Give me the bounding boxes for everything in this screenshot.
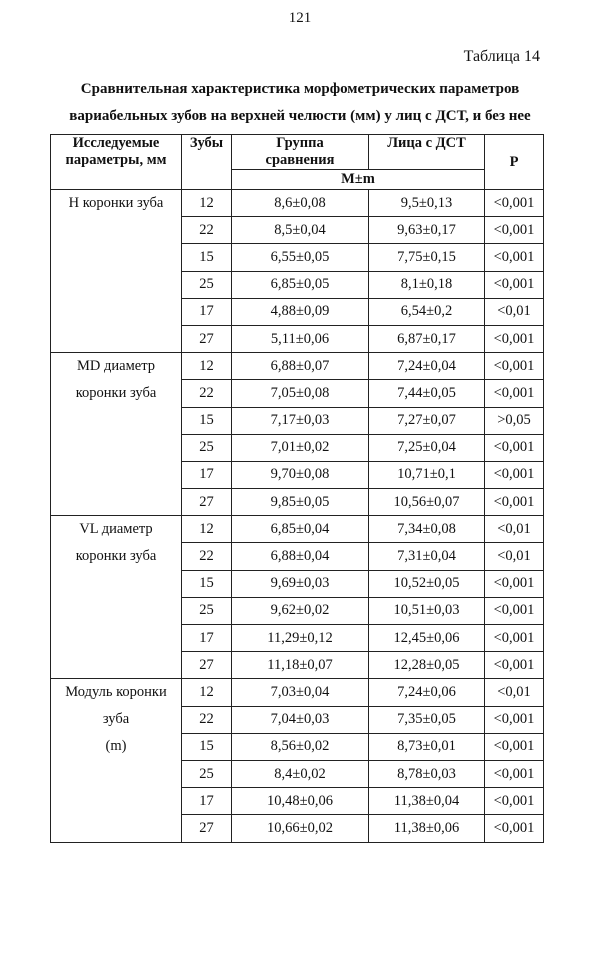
p-value-cell: <0,001 bbox=[485, 353, 544, 380]
comparison-cell: 7,05±0,08 bbox=[232, 380, 369, 407]
param-label-line: зуба bbox=[102, 711, 130, 728]
comparison-cell: 11,29±0,12 bbox=[232, 625, 369, 652]
param-cell bbox=[51, 190, 182, 353]
comparison-cell: 7,04±0,03 bbox=[232, 706, 369, 733]
comparison-cell: 9,70±0,08 bbox=[232, 461, 369, 488]
tooth-cell: 25 bbox=[182, 271, 232, 298]
dst-cell: 10,51±0,03 bbox=[369, 597, 485, 624]
comparison-cell: 5,11±0,06 bbox=[232, 325, 369, 352]
tooth-cell: 17 bbox=[182, 788, 232, 815]
p-value-cell: <0,001 bbox=[485, 489, 544, 516]
tooth-cell: 27 bbox=[182, 652, 232, 679]
comparison-cell: 7,01±0,02 bbox=[232, 434, 369, 461]
dst-cell: 10,71±0,1 bbox=[369, 461, 485, 488]
table-row bbox=[51, 516, 544, 543]
param-label-line: Н коронки зуба bbox=[68, 195, 164, 211]
p-value-cell: <0,001 bbox=[485, 788, 544, 815]
comparison-cell: 6,85±0,04 bbox=[232, 516, 369, 543]
caption-line: Сравнительная характеристика морфометрических параметров bbox=[80, 81, 520, 97]
header-p: Р bbox=[485, 135, 544, 190]
dst-cell: 7,24±0,06 bbox=[369, 679, 485, 706]
tooth-cell: 22 bbox=[182, 706, 232, 733]
p-value-cell: <0,01 bbox=[485, 543, 544, 570]
dst-cell: 8,78±0,03 bbox=[369, 760, 485, 787]
param-label-line: коронки зуба bbox=[75, 548, 157, 565]
tooth-cell: 17 bbox=[182, 625, 232, 652]
header-param bbox=[51, 135, 182, 190]
comparison-cell: 4,88±0,09 bbox=[232, 298, 369, 325]
p-value-cell: <0,001 bbox=[485, 570, 544, 597]
p-value-cell: <0,001 bbox=[485, 652, 544, 679]
p-value-cell: <0,001 bbox=[485, 244, 544, 271]
comparison-table bbox=[50, 134, 544, 843]
tooth-cell: 12 bbox=[182, 190, 232, 217]
comparison-cell: 6,88±0,07 bbox=[232, 353, 369, 380]
dst-cell: 7,25±0,04 bbox=[369, 434, 485, 461]
comparison-cell: 9,69±0,03 bbox=[232, 570, 369, 597]
p-value-cell: <0,001 bbox=[485, 760, 544, 787]
p-value-cell: <0,001 bbox=[485, 325, 544, 352]
dst-cell: 9,63±0,17 bbox=[369, 217, 485, 244]
dst-cell: 11,38±0,04 bbox=[369, 788, 485, 815]
header-param-line: параметры, мм bbox=[65, 152, 167, 168]
comparison-cell: 8,56±0,02 bbox=[232, 733, 369, 760]
page-number: 121 bbox=[288, 10, 312, 26]
dst-cell: 7,44±0,05 bbox=[369, 380, 485, 407]
tooth-cell: 27 bbox=[182, 325, 232, 352]
tooth-cell: 22 bbox=[182, 380, 232, 407]
dst-cell: 7,27±0,07 bbox=[369, 407, 485, 434]
p-value-cell: <0,001 bbox=[485, 625, 544, 652]
comparison-cell: 8,5±0,04 bbox=[232, 217, 369, 244]
tooth-cell: 25 bbox=[182, 760, 232, 787]
tooth-cell: 15 bbox=[182, 570, 232, 597]
header-group-line: Группа bbox=[276, 135, 324, 151]
p-value-cell: <0,001 bbox=[485, 706, 544, 733]
dst-cell: 10,52±0,05 bbox=[369, 570, 485, 597]
param-cell bbox=[51, 353, 182, 516]
caption-line: вариабельных зубов на верхней челюсти (мм) у лиц с ДСТ, и без нее bbox=[69, 108, 531, 124]
dst-cell: 7,34±0,08 bbox=[369, 516, 485, 543]
p-value-cell: <0,001 bbox=[485, 434, 544, 461]
header-dst: Лица с ДСТ bbox=[369, 135, 485, 170]
comparison-cell: 10,66±0,02 bbox=[232, 815, 369, 842]
table-caption bbox=[40, 76, 560, 130]
comparison-cell: 10,48±0,06 bbox=[232, 788, 369, 815]
comparison-cell: 9,85±0,05 bbox=[232, 489, 369, 516]
tooth-cell: 27 bbox=[182, 489, 232, 516]
tooth-cell: 17 bbox=[182, 298, 232, 325]
param-label-line: MD диаметр bbox=[77, 358, 155, 375]
p-value-cell: <0,001 bbox=[485, 815, 544, 842]
header-group-line: сравнения bbox=[265, 152, 335, 168]
p-value-cell: <0,001 bbox=[485, 190, 544, 217]
comparison-cell: 8,6±0,08 bbox=[232, 190, 369, 217]
tooth-cell: 12 bbox=[182, 516, 232, 543]
p-value-cell: <0,001 bbox=[485, 597, 544, 624]
comparison-cell: 6,88±0,04 bbox=[232, 543, 369, 570]
p-value-cell: <0,001 bbox=[485, 461, 544, 488]
param-label-line: VL диаметр bbox=[79, 521, 153, 538]
comparison-cell: 9,62±0,02 bbox=[232, 597, 369, 624]
table-row bbox=[51, 679, 544, 706]
dst-cell: 10,56±0,07 bbox=[369, 489, 485, 516]
param-label-line: (m) bbox=[105, 738, 127, 755]
dst-cell: 9,5±0,13 bbox=[369, 190, 485, 217]
dst-cell: 7,75±0,15 bbox=[369, 244, 485, 271]
param-cell bbox=[51, 516, 182, 679]
p-value-cell: >0,05 bbox=[485, 407, 544, 434]
comparison-cell: 7,17±0,03 bbox=[232, 407, 369, 434]
p-value-cell: <0,001 bbox=[485, 217, 544, 244]
tooth-cell: 17 bbox=[182, 461, 232, 488]
tooth-cell: 15 bbox=[182, 407, 232, 434]
tooth-cell: 12 bbox=[182, 679, 232, 706]
header-mm: M±m bbox=[232, 170, 485, 190]
dst-cell: 6,54±0,2 bbox=[369, 298, 485, 325]
param-cell bbox=[51, 679, 182, 842]
table-body bbox=[51, 190, 544, 843]
tooth-cell: 15 bbox=[182, 244, 232, 271]
dst-cell: 7,24±0,04 bbox=[369, 353, 485, 380]
p-value-cell: <0,001 bbox=[485, 271, 544, 298]
dst-cell: 7,31±0,04 bbox=[369, 543, 485, 570]
tooth-cell: 22 bbox=[182, 217, 232, 244]
p-value-cell: <0,001 bbox=[485, 380, 544, 407]
comparison-cell: 11,18±0,07 bbox=[232, 652, 369, 679]
tooth-cell: 25 bbox=[182, 597, 232, 624]
tooth-cell: 12 bbox=[182, 353, 232, 380]
table-label: Таблица 14 bbox=[463, 48, 540, 65]
dst-cell: 11,38±0,06 bbox=[369, 815, 485, 842]
header-param-line: Исследуемые bbox=[72, 135, 160, 151]
dst-cell: 8,1±0,18 bbox=[369, 271, 485, 298]
tooth-cell: 25 bbox=[182, 434, 232, 461]
p-value-cell: <0,001 bbox=[485, 733, 544, 760]
p-value-cell: <0,01 bbox=[485, 298, 544, 325]
tooth-cell: 27 bbox=[182, 815, 232, 842]
dst-cell: 12,45±0,06 bbox=[369, 625, 485, 652]
p-value-cell: <0,01 bbox=[485, 516, 544, 543]
tooth-cell: 22 bbox=[182, 543, 232, 570]
param-label-line: Модуль коронки bbox=[65, 684, 167, 701]
tooth-cell: 15 bbox=[182, 733, 232, 760]
header-teeth: Зубы bbox=[182, 135, 232, 190]
p-value-cell: <0,01 bbox=[485, 679, 544, 706]
param-label-line: коронки зуба bbox=[75, 385, 157, 402]
comparison-cell: 6,85±0,05 bbox=[232, 271, 369, 298]
dst-cell: 8,73±0,01 bbox=[369, 733, 485, 760]
table-row bbox=[51, 190, 544, 217]
comparison-cell: 7,03±0,04 bbox=[232, 679, 369, 706]
dst-cell: 6,87±0,17 bbox=[369, 325, 485, 352]
dst-cell: 7,35±0,05 bbox=[369, 706, 485, 733]
header-group bbox=[232, 135, 369, 170]
dst-cell: 12,28±0,05 bbox=[369, 652, 485, 679]
table-row bbox=[51, 353, 544, 380]
comparison-cell: 6,55±0,05 bbox=[232, 244, 369, 271]
comparison-cell: 8,4±0,02 bbox=[232, 760, 369, 787]
